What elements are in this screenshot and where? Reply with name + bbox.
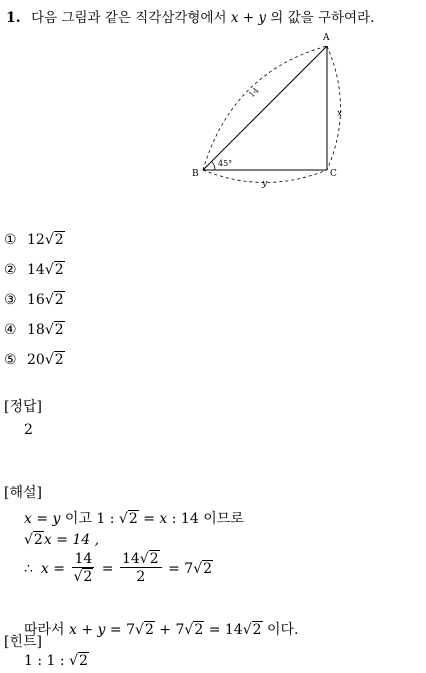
fraction-1 <box>71 551 95 586</box>
equals: = <box>97 560 118 577</box>
choice-coef: 16 <box>27 292 45 308</box>
term-sum: = 14 <box>204 622 243 638</box>
fraction-denominator: √2 <box>73 569 93 585</box>
var-x: x <box>40 560 49 577</box>
sqrt-symbol: √2 <box>193 560 213 577</box>
explanation-line-1 <box>24 508 244 528</box>
answer-value: 2 <box>24 422 33 438</box>
question-text-after: 의 값을 구하여라. <box>265 10 375 26</box>
var-x: x <box>159 511 168 527</box>
question-number: 1. <box>6 10 21 26</box>
choice-radicand: 2 <box>54 352 64 368</box>
equals: = <box>163 560 185 577</box>
triangle-figure <box>0 0 426 200</box>
question-text-before: 다음 그림과 같은 직각삼각형에서 <box>31 10 231 26</box>
choice-radicand: 2 <box>54 262 64 278</box>
hypotenuse-line <box>203 46 327 170</box>
hypotenuse-label: 14 <box>247 85 261 100</box>
choice-radicand: 2 <box>54 232 64 248</box>
text-igo: 이고 <box>60 511 97 527</box>
explanation-line-3 <box>24 551 213 586</box>
choice-4[interactable] <box>4 322 65 338</box>
choice-2[interactable] <box>4 262 65 278</box>
side-ac-label: x <box>337 109 343 119</box>
sqrt-symbol: √2 <box>69 653 88 669</box>
term-1: = 7 <box>105 622 136 638</box>
sqrt-symbol: √2 <box>44 352 64 368</box>
result-coef: 7 <box>184 560 194 577</box>
answer-label: [정답] <box>4 399 42 415</box>
choice-marker: ③ <box>4 292 17 308</box>
fraction-numerator: 14√2 <box>120 551 162 568</box>
expr-x-eq-y: x = y <box>24 511 61 527</box>
choice-marker: ① <box>4 232 17 248</box>
sqrt-symbol: √2 <box>44 322 64 338</box>
question-expression: x + y <box>230 10 266 26</box>
hint-label-visible: [힌트] <box>4 634 42 650</box>
expr-2x-eq-14: x = 14 , <box>43 532 100 548</box>
choice-coef: 14 <box>27 262 45 278</box>
sqrt-symbol: √2 <box>44 292 64 308</box>
sqrt-symbol: √2 <box>24 532 43 548</box>
side-ac-arc <box>327 46 341 170</box>
explanation-label: [해설] <box>4 485 42 501</box>
vertex-a-label: A <box>323 33 330 43</box>
sqrt-symbol: √2 <box>44 232 64 248</box>
choice-marker: ⑤ <box>4 352 17 368</box>
expr-x-plus-y: x + y <box>69 622 106 638</box>
choice-radicand: 2 <box>54 322 64 338</box>
equals: = <box>138 511 160 527</box>
sqrt-symbol: √2 <box>44 262 64 278</box>
hint-ratio: 1 : 1 : <box>24 653 70 669</box>
equals: = <box>48 560 70 577</box>
choice-marker: ④ <box>4 322 17 338</box>
angle-arc <box>212 162 216 171</box>
ratio-end: : 14 이므로 <box>167 511 244 527</box>
vertex-c-label: C <box>330 169 337 179</box>
hint-text <box>24 653 89 669</box>
fraction-numerator: 14 <box>74 551 93 567</box>
explanation-line-2 <box>24 532 99 548</box>
text-ttaraseo: 따라서 <box>24 622 70 638</box>
choice-1[interactable] <box>4 232 65 248</box>
radicand: 2 <box>33 532 43 548</box>
sqrt-symbol: √2 <box>118 511 138 527</box>
ratio-start: 1 : <box>96 511 119 527</box>
choice-marker: ② <box>4 262 17 278</box>
choice-coef: 20 <box>27 352 45 368</box>
term-2: + 7 <box>154 622 185 638</box>
choice-3[interactable] <box>4 292 65 308</box>
choice-coef: 18 <box>27 322 45 338</box>
explanation-line-4: 따라서 x + y = 7√2 + 7√2 = 14√2 이다. <box>24 622 299 638</box>
text-ida: 이다. <box>262 622 299 638</box>
fraction-denominator: 2 <box>136 569 146 585</box>
choice-coef: 12 <box>27 232 45 248</box>
vertex-b-label: B <box>192 169 199 179</box>
side-bc-label: y <box>262 179 268 189</box>
choice-radicand: 2 <box>54 292 64 308</box>
therefore-symbol: ∴ <box>24 560 33 577</box>
fraction-2 <box>120 551 162 586</box>
choice-5[interactable] <box>4 352 65 368</box>
angle-label: 45° <box>218 159 233 168</box>
radicand: 2 <box>78 653 88 669</box>
radicand: 2 <box>128 511 138 527</box>
